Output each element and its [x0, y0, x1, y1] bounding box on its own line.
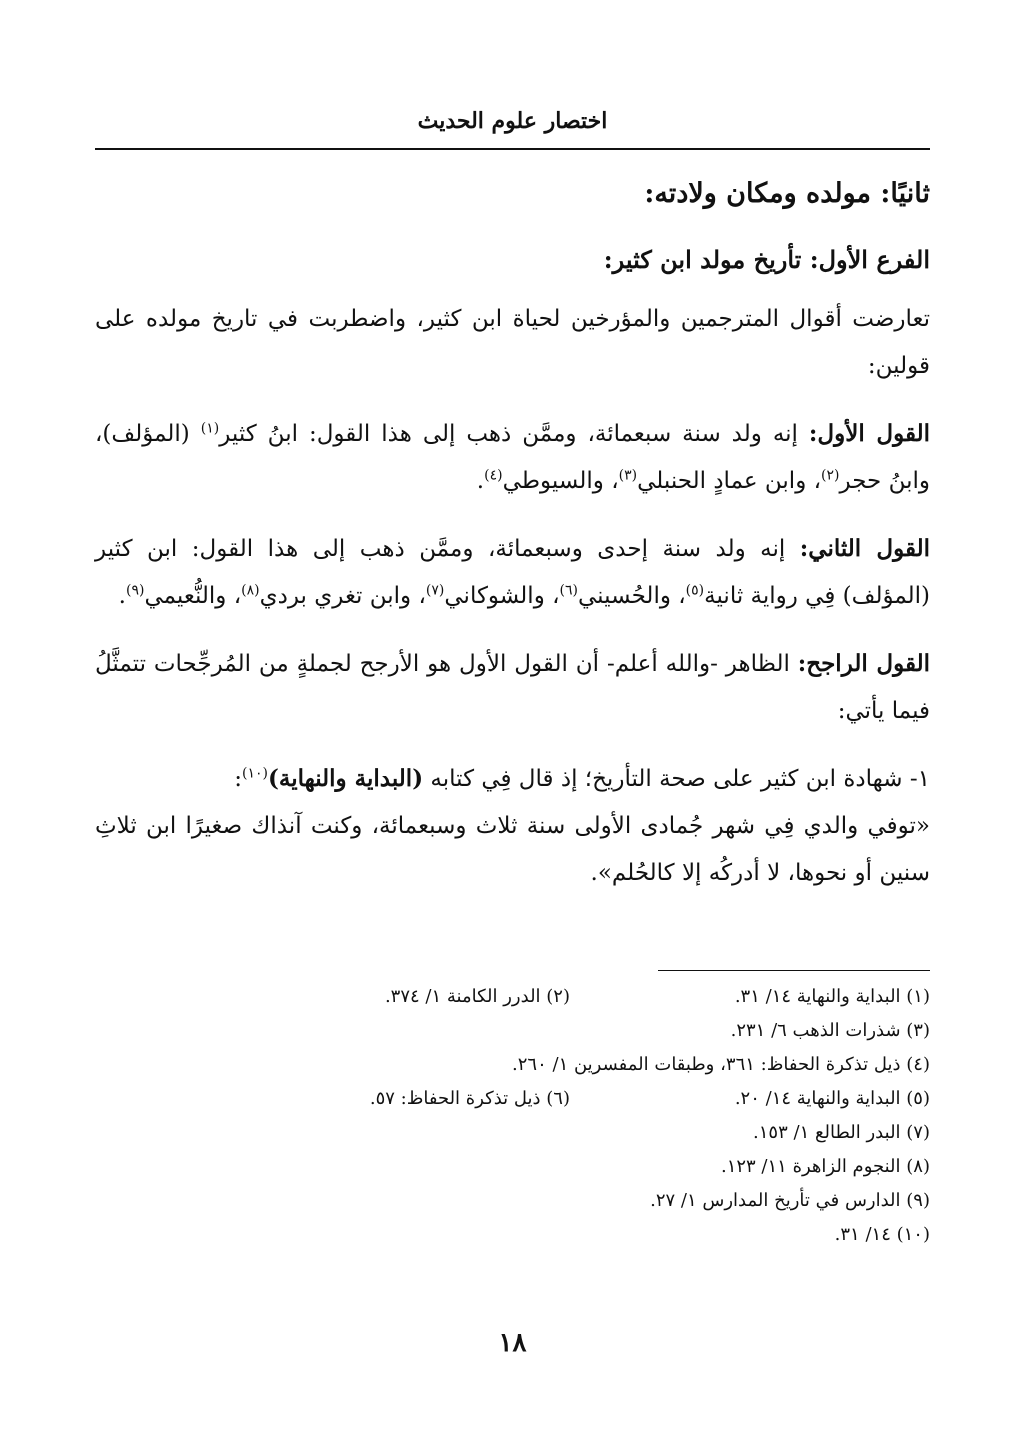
footnote-row	[95, 1116, 930, 1150]
header-divider	[95, 148, 930, 150]
evidence-item-1	[95, 755, 930, 897]
first-opinion-paragraph	[95, 410, 930, 505]
second-opinion-text-1: إنه ولد سنة إحدى وسبعمائة، وممَّن ذهب إلى هذا القول: ابن كثير (المؤلف) فِي رواية ثانية	[95, 536, 930, 609]
footnote-10: (١٠) ١٤/ ٣١.	[834, 1224, 930, 1245]
second-opinion-label: القول الثاني:	[799, 535, 930, 562]
second-opinion-text-3: ، والشوكاني	[444, 583, 560, 609]
footnote-row	[95, 1082, 930, 1116]
footnote-ref-2: (٢)	[821, 467, 840, 484]
book-page	[95, 0, 930, 1450]
section-title: ثانيًا: مولده ومكان ولادته:	[644, 178, 930, 209]
evidence-item-text-1: ١- شهادة ابن كثير على صحة التأريخ؛ إذ قال فِي كتابه	[423, 766, 930, 792]
footnote-row	[95, 1048, 930, 1082]
first-opinion-text-4: ، والسيوطي	[502, 468, 619, 494]
footnote-4: (٤) ذيل تذكرة الحفاظ: ٣٦١، وطبقات المفسرين ١/ ٢٦٠.	[512, 1054, 930, 1075]
second-opinion-paragraph	[95, 525, 930, 620]
footnote-7: (٧) البدر الطالع ١/ ١٥٣.	[753, 1122, 930, 1143]
footnote-ref-8: (٨)	[241, 582, 260, 599]
footnote-5: (٥) البداية والنهاية ١٤/ ٢٠.	[734, 1088, 930, 1109]
first-opinion-text-3: ، وابن عمادٍ الحنبلي	[637, 468, 822, 494]
branch-title: الفرع الأول: تأريخ مولد ابن كثير:	[603, 245, 930, 274]
footnote-row	[95, 980, 930, 1014]
preferred-opinion-text: الظاهر -والله أعلم- أن القول الأول هو الأرجح لجملةٍ من المُرجِّحات تتمثَّلُ فيما يأتي:	[95, 651, 930, 724]
footnote-3: (٣) شذرات الذهب ٦/ ٢٣١.	[730, 1020, 930, 1041]
first-opinion-label: القول الأول:	[808, 420, 931, 447]
evidence-quote: «توفي والدي فِي شهر جُمادى الأولى سنة ثلاث وسبعمائة، وكنت آنذاك صغيرًا ابن ثلاثِ سنين أو نحوها، لا أدركُه إلا كالحُلم».	[95, 813, 930, 886]
footnote-divider	[658, 970, 930, 971]
first-opinion-text-5: .	[476, 468, 485, 494]
footnotes	[95, 980, 930, 1252]
first-opinion-text-1: إنه ولد سنة سبعمائة، وممَّن ذهب إلى هذا القول: ابنُ كثير	[219, 421, 809, 447]
footnote-6: (٦) ذيل تذكرة الحفاظ: ٥٧.	[369, 1088, 570, 1109]
footnote-row	[95, 1014, 930, 1048]
footnote-ref-4: (٤)	[484, 467, 503, 484]
preferred-opinion-paragraph	[95, 640, 930, 735]
footnote-1: (١) البداية والنهاية ١٤/ ٣١.	[734, 986, 930, 1007]
preferred-opinion-label: القول الراجح:	[797, 650, 930, 677]
evidence-item-colon: :	[234, 766, 242, 792]
footnote-ref-9: (٩)	[125, 582, 145, 599]
first-opinion-text-2: (المؤلف)، وابنُ حجر	[95, 421, 930, 494]
second-opinion-text-2: ، والحُسيني	[578, 583, 686, 609]
footnote-2: (٢) الدرر الكامنة ١/ ٣٧٤.	[384, 986, 570, 1007]
footnote-ref-7: (٧)	[425, 582, 445, 599]
footnote-ref-6: (٦)	[559, 582, 579, 599]
running-head: اختصار علوم الحديث	[417, 108, 608, 134]
footnote-row	[95, 1150, 930, 1184]
book-title: (البداية والنهاية)	[267, 765, 424, 792]
footnote-ref-5: (٥)	[685, 582, 705, 599]
footnote-row	[95, 1218, 930, 1252]
intro-paragraph: تعارضت أقوال المترجمين والمؤرخين لحياة ابن كثير، واضطربت في تاريخ مولده على قولين:	[95, 306, 930, 379]
second-opinion-text-4: ، وابن تغري بردي	[259, 583, 426, 609]
main-text	[95, 170, 930, 897]
second-opinion-text-6: .	[118, 583, 126, 609]
footnote-8: (٨) النجوم الزاهرة ١١/ ١٢٣.	[720, 1156, 930, 1177]
footnote-ref-3: (٣)	[618, 467, 638, 484]
second-opinion-text-5: ، والنُّعيمي	[144, 583, 242, 609]
footnote-ref-10: (١٠)	[242, 765, 268, 782]
footnote-ref-1: (١)	[200, 420, 220, 437]
page-number: ١٨	[498, 1328, 527, 1358]
footnote-9: (٩) الدارس في تأريخ المدارس ١/ ٢٧.	[650, 1190, 930, 1211]
footnote-row	[95, 1184, 930, 1218]
